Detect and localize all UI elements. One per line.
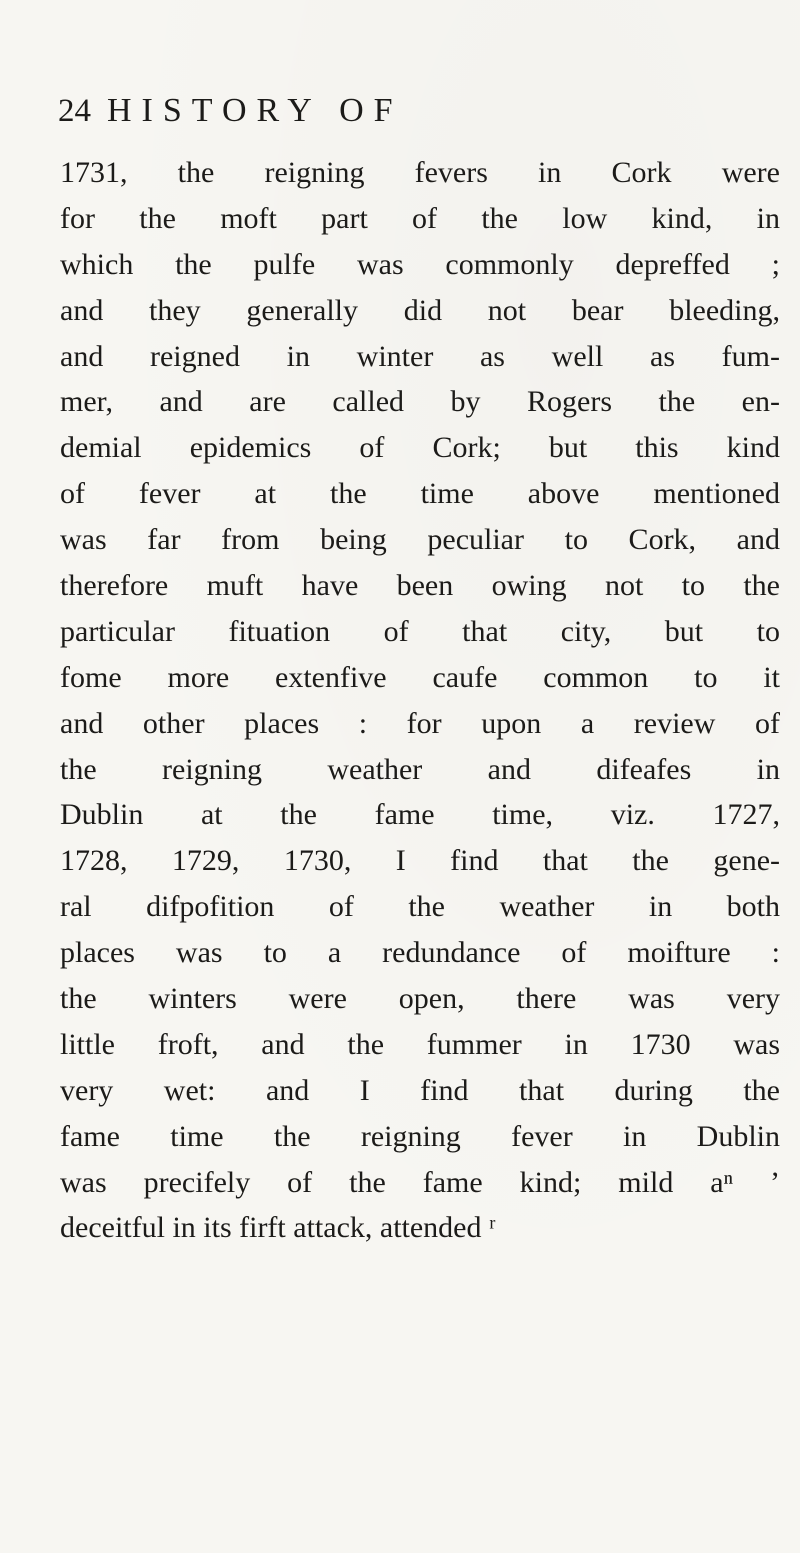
text-line: for the moft part of the low kind, in [60, 201, 780, 235]
text-line: little froft, and the fummer in 1730 was [60, 1027, 780, 1061]
running-title: HISTORY OF [107, 92, 403, 129]
text-line: and other places : for upon a review of [60, 706, 780, 740]
text-line: fome more extenfive caufe common to it [60, 660, 780, 694]
text-line: therefore muft have been owing not to the [60, 569, 780, 603]
text-line: of fever at the time above mentioned [60, 477, 780, 511]
text-line: and they generally did not bear bleeding, [60, 293, 780, 327]
body-text [60, 150, 780, 1251]
text-line: demial epidemics of Cork; but this kind [60, 431, 780, 465]
text-line: and reigned in winter as well as fum- [60, 339, 780, 373]
text-line: was far from being peculiar to Cork, and [60, 523, 780, 557]
text-line: deceitful in its firft attack, attended ʳ [60, 1211, 496, 1245]
text-line: 1731, the reigning fevers in Cork were [60, 156, 780, 189]
text-line: ral difpofition of the weather in both [60, 890, 780, 924]
text-line: very wet: and I find that during the [60, 1073, 780, 1107]
text-line: particular fituation of that city, but to [60, 614, 780, 648]
text-line: Dublin at the fame time, viz. 1727, [60, 798, 780, 832]
text-line: was precifely of the fame kind; mild aⁿ ’ [60, 1165, 780, 1199]
text-line: mer, and are called by Rogers the en- [60, 385, 780, 419]
text-line: places was to a redundance of moifture : [60, 936, 780, 970]
text-line: which the pulfe was commonly depreffed ; [60, 247, 780, 281]
running-head [58, 86, 758, 136]
text-line: 1728, 1729, 1730, I find that the gene- [60, 844, 780, 878]
text-line: the winters were open, there was very [60, 982, 780, 1016]
text-line: the reigning weather and difeafes in [60, 752, 780, 786]
text-line: fame time the reigning fever in Dublin [60, 1119, 780, 1153]
page-number: 24 [58, 93, 91, 129]
